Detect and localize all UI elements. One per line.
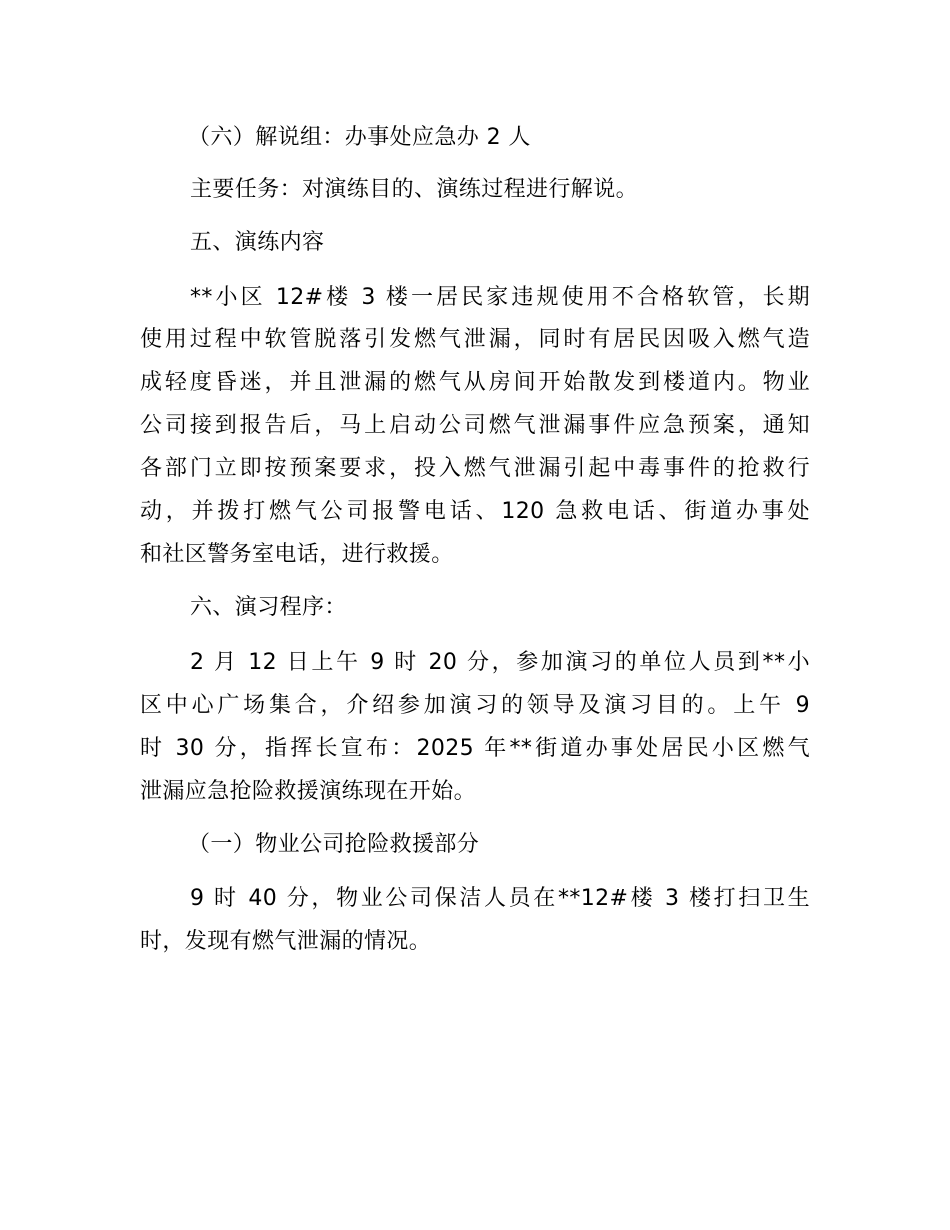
section-heading-rescue: （一）物业公司抢险救援部分 xyxy=(188,832,480,857)
paragraph-line: 时，发现有燃气泄漏的情况。 xyxy=(140,929,432,954)
paragraph-line: 泄漏应急抢险救援演练现在开始。 xyxy=(140,779,477,804)
paragraph-line: 区中心广场集合，介绍参加演习的领导及演习目的。上午 9 xyxy=(140,693,810,718)
paragraph-line: 9 时 40 分，物业公司保洁人员在**12#楼 3 楼打扫卫生 xyxy=(190,886,810,911)
paragraph-line: 使用过程中软管脱落引发燃气泄漏，同时有居民因吸入燃气造 xyxy=(140,327,810,352)
paragraph-line: 成轻度昏迷，并且泄漏的燃气从房间开始散发到楼道内。物业 xyxy=(140,370,810,395)
paragraph-line: 公司接到报告后，马上启动公司燃气泄漏事件应急预案，通知 xyxy=(140,413,810,438)
paragraph-line: 主要任务：对演练目的、演练过程进行解说。 xyxy=(190,177,639,202)
paragraph-line: 2 月 12 日上午 9 时 20 分，参加演习的单位人员到**小 xyxy=(190,650,810,675)
section-heading-drill-procedure: 六、演习程序： xyxy=(190,595,347,620)
paragraph-line: 各部门立即按预案要求，投入燃气泄漏引起中毒事件的抢救行 xyxy=(140,456,810,481)
section-heading-narration-group: （六）解说组：办事处应急办 2 人 xyxy=(188,125,531,150)
paragraph-line: 和社区警务室电话，进行救援。 xyxy=(140,542,454,567)
paragraph-line: 时 30 分，指挥长宣布：2025 年**街道办事处居民小区燃气 xyxy=(140,736,810,761)
paragraph-line: **小区 12#楼 3 楼一居民家违规使用不合格软管，长期 xyxy=(190,285,810,310)
paragraph-line: 动，并拨打燃气公司报警电话、120 急救电话、街道办事处 xyxy=(140,499,810,524)
section-heading-drill-content: 五、演练内容 xyxy=(190,230,325,255)
